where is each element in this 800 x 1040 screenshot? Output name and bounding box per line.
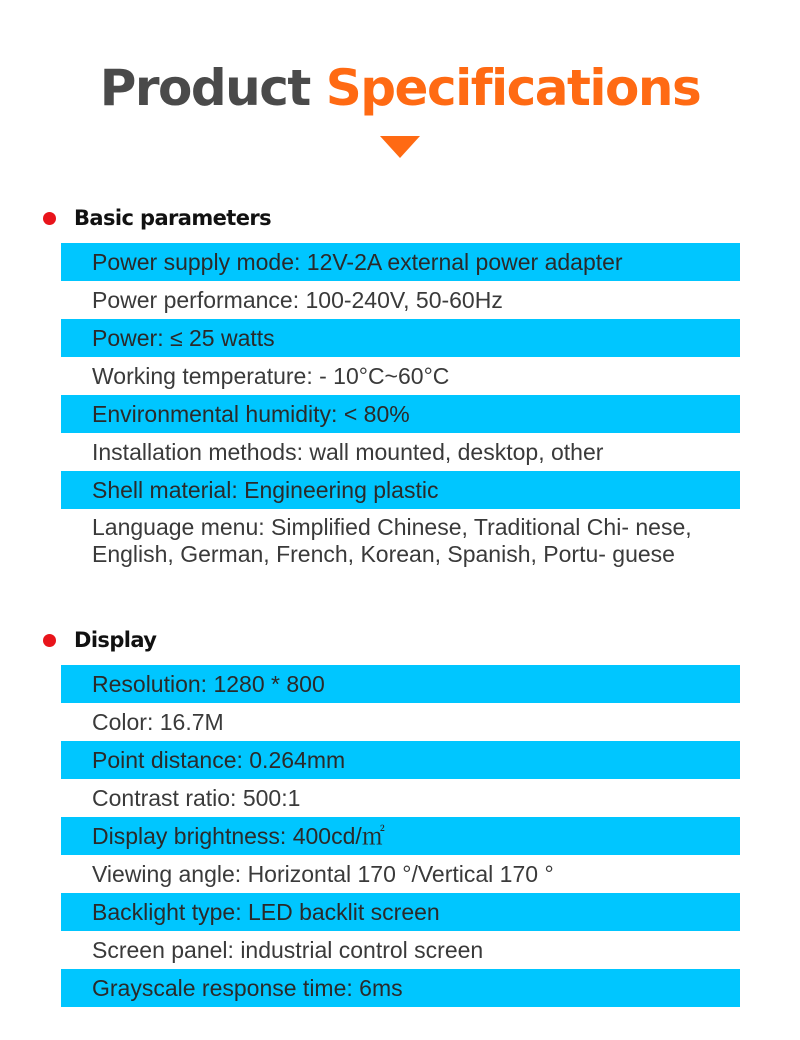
triangle-down-icon [380,136,420,158]
spec-row: Color: 16.7M [92,708,224,735]
spec-row: Working temperature: - 10°C~60°C [92,362,450,389]
title-word-product: Product [99,59,310,117]
spec-list-basic-parameters [61,243,740,574]
spec-row: Power performance: 100-240V, 50-60Hz [92,286,503,313]
spec-list-display [61,665,740,1007]
spec-row: Shell material: Engineering plastic [61,471,740,509]
bullet-dot-icon [43,634,56,647]
section-header-basic-parameters [43,203,271,233]
spec-row: Power: ≤ 25 watts [61,319,740,357]
spec-row: Point distance: 0.264mm [61,741,740,779]
spec-row: Installation methods: wall mounted, desktop, other [92,438,604,465]
title-word-specifications: Specifications [325,59,701,117]
spec-row: Contrast ratio: 500:1 [92,784,301,811]
spec-row: Backlight type: LED backlit screen [61,893,740,931]
spec-row: Viewing angle: Horizontal 170 °/Vertical 170 ° [92,860,554,887]
spec-row: Language menu: Simplified Chinese, Traditional Chi- nese, English, German, French, Korean, Spanish, Portu- guese [92,514,692,567]
section-title: Basic parameters [74,206,272,230]
spec-row: Environmental humidity: < 80% [61,395,740,433]
spec-row: Resolution: 1280 * 800 [61,665,740,703]
section-header-display [43,625,156,655]
spec-row: Grayscale response time: 6ms [61,969,740,1007]
spec-row: Power supply mode: 12V-2A external power adapter [61,243,740,281]
spec-row: Screen panel: industrial control screen [92,936,484,963]
page-title [0,52,800,124]
section-title: Display [74,628,157,652]
spec-row: Display brightness: 400cd/㎡ [61,817,740,855]
bullet-dot-icon [43,212,56,225]
